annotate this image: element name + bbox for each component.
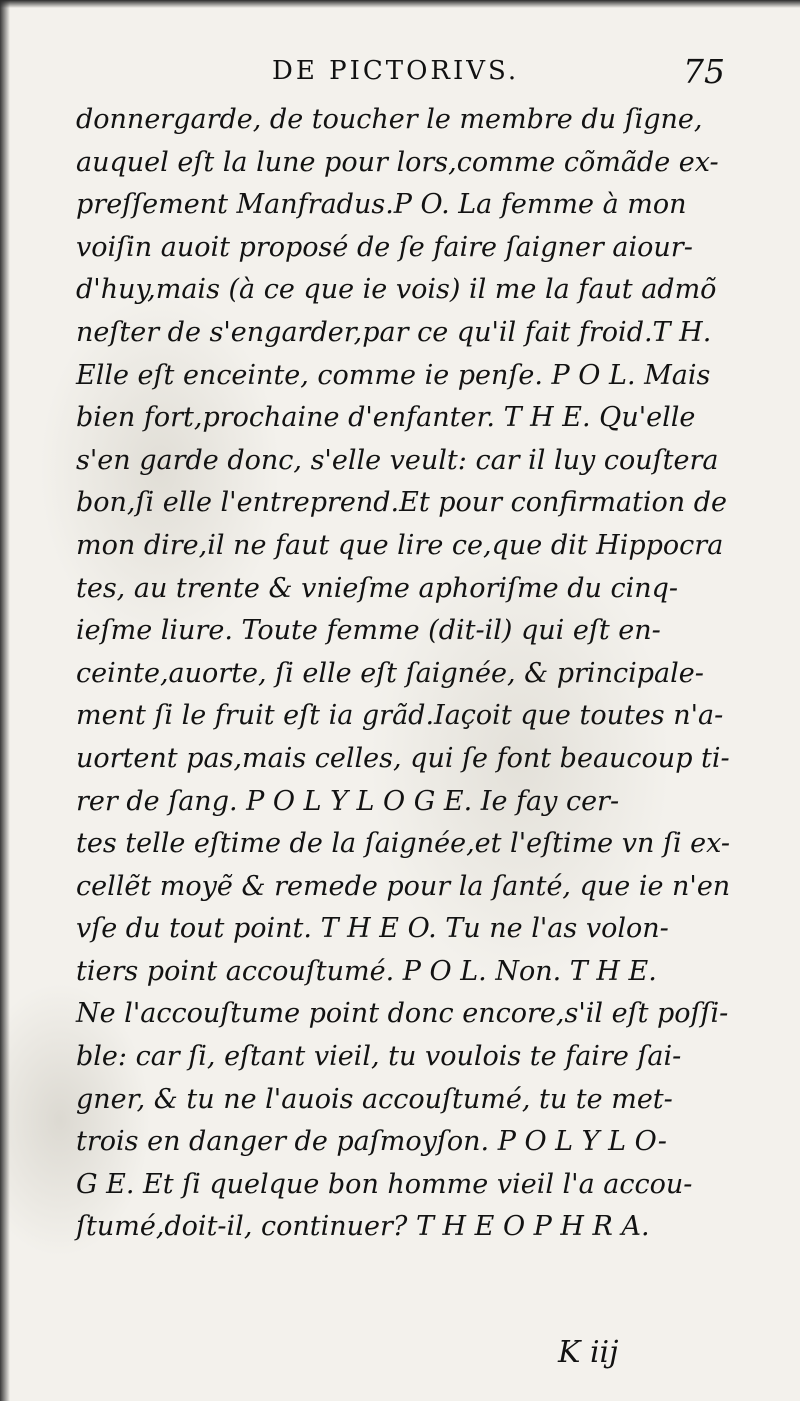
text-line: ceinte,auorte, ſi elle eſt ſaignée, & principale- [76, 657, 704, 689]
running-head: DE PICTORIVS. [272, 56, 520, 86]
text-line: preſſement Manfradus.P O. La femme à mon [76, 189, 687, 221]
text-line: ſtumé,doit-il, continuer? T H E O P H R A. [76, 1211, 650, 1243]
text-line: G E. Et ſi quelque bon homme vieil l'a accou- [76, 1168, 693, 1200]
text-line: ble: car ſi, eſtant vieil, tu voulois te faire ſai- [76, 1041, 682, 1073]
text-line: tes, au trente & vnieſme aphoriſme du cinq- [76, 572, 679, 604]
text-line: mon dire,il ne faut que lire ce,que dit Hippocra [76, 529, 724, 561]
text-line: tes telle eſtime de la ſaignée,et l'eſtime vn ſi ex- [76, 828, 731, 860]
signature-mark: K iij [558, 1335, 619, 1370]
text-line: s'en garde donc, s'elle veult: car il luy couſtera [76, 444, 719, 476]
text-line: bien fort,prochaine d'enfanter. T H E. Qu'elle [76, 402, 696, 434]
text-line: bon,ſi elle l'entreprend.Et pour confirmation de [76, 487, 728, 519]
text-line: gner, & tu ne l'auois accouſtumé, tu te met- [76, 1083, 673, 1115]
text-line: rer de ſang. P O L Y L O G E. Ie fay cer- [76, 785, 620, 817]
text-line: vſe du tout point. T H E O. Tu ne l'as volon- [76, 913, 669, 945]
text-line: ieſme liure. Toute femme (dit-il) qui eſt en- [76, 615, 661, 647]
page-top-shadow [0, 0, 800, 8]
text-line: cellẽt moyẽ & remede pour la ſanté, que ie n'en [76, 870, 731, 902]
text-line: trois en danger de paſmoyſon. P O L Y L O- [76, 1126, 667, 1158]
text-line: ment ſi le fruit eſt ia grãd.Iaçoit que toutes n'a- [76, 700, 724, 732]
text-line: Elle eſt enceinte, comme ie penſe. P O L. Mais [76, 359, 711, 391]
text-line: donnergarde, de toucher le membre du ſigne, [76, 104, 703, 135]
text-line: Ne l'accouſtume point donc encore,s'il eſt poſſi- [76, 998, 729, 1030]
text-line: d'huy,mais (à ce que ie vois) il me la faut admõ [76, 274, 717, 306]
page-number: 75 [683, 52, 725, 91]
text-line: voiſin auoit proposé de ſe faire ſaigner aiour- [76, 231, 693, 263]
text-line: uortent pas,mais celles, qui ſe font beaucoup ti- [76, 742, 730, 774]
text-line: neſter de s'engarder,par ce qu'il fait froid.T H. [76, 316, 712, 348]
page-header [0, 52, 800, 92]
page-edge-shadow [0, 0, 10, 1401]
text-line: tiers point accouſtumé. P O L. Non. T H E. [76, 955, 657, 987]
body-text [76, 99, 766, 1249]
text-line: auquel eſt la lune pour lors,comme cõmãde ex- [76, 146, 719, 178]
